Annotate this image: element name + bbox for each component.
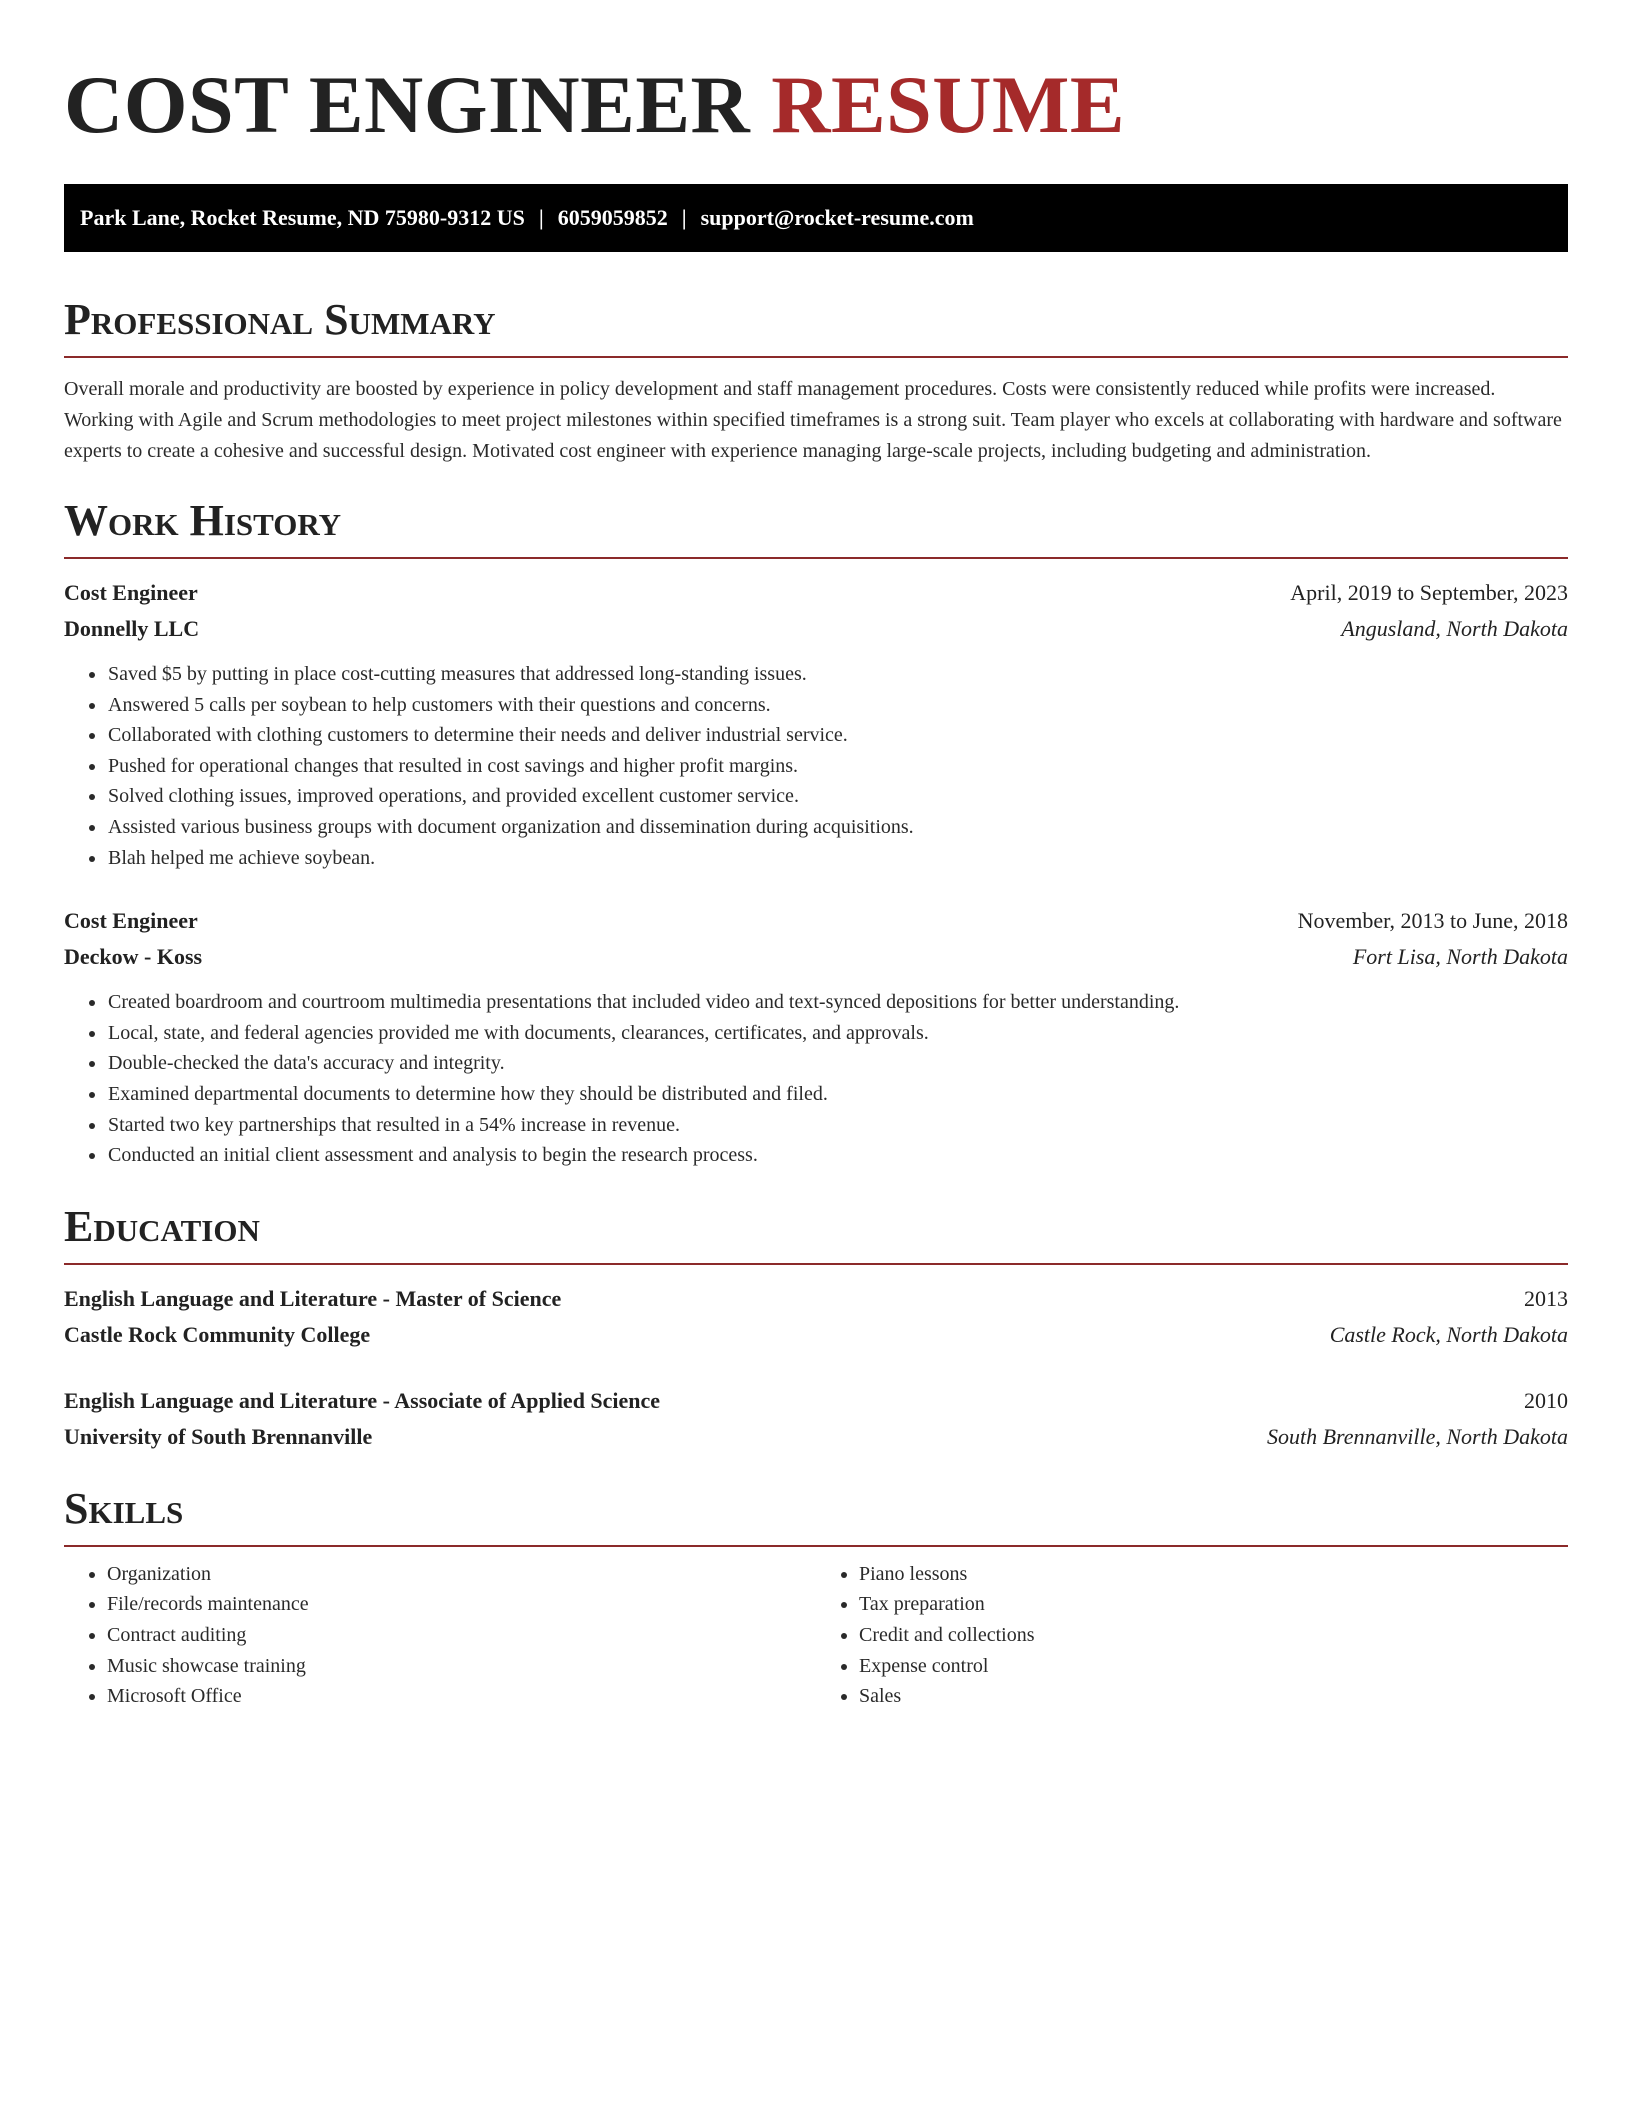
job-bullet-list [64, 659, 1568, 873]
education-year: 2010 [1524, 1387, 1568, 1413]
skills-list-left [64, 1559, 816, 1712]
job-bullet: • Collaborated with clothing customers to determine their needs and deliver industrial service. [107, 720, 1568, 751]
contact-separator: | [681, 205, 687, 230]
education-location: Castle Rock, North Dakota [1329, 1321, 1568, 1347]
job-bullet: • Answered 5 calls per soybean to help customers with their questions and concerns. [107, 690, 1568, 721]
job-bullet: • Saved $5 by putting in place cost-cutting measures that addressed long-standing issues. [107, 659, 1568, 690]
job-bullet: • Assisted various business groups with document organization and dissemination during acquisitions. [107, 812, 1568, 843]
contact-email: support@rocket-resume.com [700, 205, 974, 230]
skill-item: • Organization [107, 1559, 816, 1590]
education-school: University of South Brennanville [64, 1423, 373, 1449]
resume-title [64, 50, 1568, 160]
education-degree: English Language and Literature - Master of Science [64, 1285, 562, 1311]
job-bullet: • Local, state, and federal agencies provided me with documents, clearances, certificates, and approvals. [107, 1018, 1568, 1049]
work-history-heading: Work History [64, 495, 1568, 559]
summary-section [64, 294, 1568, 467]
education-school: Castle Rock Community College [64, 1321, 371, 1347]
summary-text: Overall morale and productivity are boosted by experience in policy development and staff management procedures. Costs were consistently reduced while profits were increased. Working with Agile and Scrum methodologies to meet project milestones within specified timeframes is a strong suit. Team player who excels at collaborating with hardware and software experts to create a cohesive and successful design. Motivated cost engineer with experience managing large-scale projects, including budgeting and administration. [64, 378, 1562, 462]
contact-bar [64, 184, 1568, 252]
skills-grid [64, 1559, 1568, 1712]
education-degree: English Language and Literature - Associate of Applied Science [64, 1387, 661, 1413]
job-bullet-list [64, 987, 1568, 1171]
skill-item: • Microsoft Office [107, 1681, 816, 1712]
skill-item: • Expense control [859, 1651, 1568, 1682]
contact-separator: | [538, 205, 544, 230]
job-title: Cost Engineer [64, 908, 198, 934]
job-bullet: • Double-checked the data's accuracy and integrity. [107, 1048, 1568, 1079]
job-bullet: • Created boardroom and courtroom multimedia presentations that included video and text-synced depositions for better understanding. [107, 987, 1568, 1018]
contact-address: Park Lane, Rocket Resume, ND 75980-9312 US [80, 205, 525, 230]
education-year: 2013 [1524, 1285, 1568, 1311]
title-accent: RESUME [771, 59, 1126, 150]
job-location: Fort Lisa, North Dakota [1352, 944, 1568, 970]
job-bullet: • Solved clothing issues, improved operations, and provided excellent customer service. [107, 781, 1568, 812]
education-section [64, 1201, 1568, 1455]
skill-item: • Music showcase training [107, 1651, 816, 1682]
education-location: South Brennanville, North Dakota [1266, 1423, 1568, 1449]
work-history-section [64, 495, 1568, 1171]
job-company: Donnelly LLC [64, 616, 200, 641]
skill-item: • Tax preparation [859, 1589, 1568, 1620]
skill-item: • Piano lessons [859, 1559, 1568, 1590]
skill-item: • File/records maintenance [107, 1589, 816, 1620]
summary-heading: Professional Summary [64, 294, 1568, 358]
skills-list-right [816, 1559, 1568, 1712]
skill-item: • Sales [859, 1681, 1568, 1712]
skill-item: • Contract auditing [107, 1620, 816, 1651]
title-main: COST ENGINEER [64, 59, 751, 150]
contact-phone: 6059059852 [557, 205, 668, 230]
skills-heading: Skills [64, 1483, 1568, 1547]
education-heading: Education [64, 1201, 1568, 1265]
job-dates: November, 2013 to June, 2018 [1297, 908, 1568, 934]
job-location: Angusland, North Dakota [1341, 616, 1568, 641]
education-entry [64, 1281, 1568, 1353]
job-title: Cost Engineer [64, 580, 198, 605]
job-bullet: • Started two key partnerships that resulted in a 54% increase in revenue. [107, 1110, 1568, 1141]
job-dates: April, 2019 to September, 2023 [1290, 580, 1568, 605]
skills-section [64, 1483, 1568, 1712]
job-entry [64, 903, 1568, 1171]
job-entry [64, 575, 1568, 873]
job-bullet: • Blah helped me achieve soybean. [107, 843, 1568, 874]
job-bullet: • Examined departmental documents to determine how they should be distributed and filed. [107, 1079, 1568, 1110]
job-bullet: • Pushed for operational changes that resulted in cost savings and higher profit margins. [107, 751, 1568, 782]
education-entry [64, 1383, 1568, 1455]
skill-item: • Credit and collections [859, 1620, 1568, 1651]
job-company: Deckow - Koss [64, 944, 203, 970]
job-bullet: • Conducted an initial client assessment and analysis to begin the research process. [107, 1140, 1568, 1171]
